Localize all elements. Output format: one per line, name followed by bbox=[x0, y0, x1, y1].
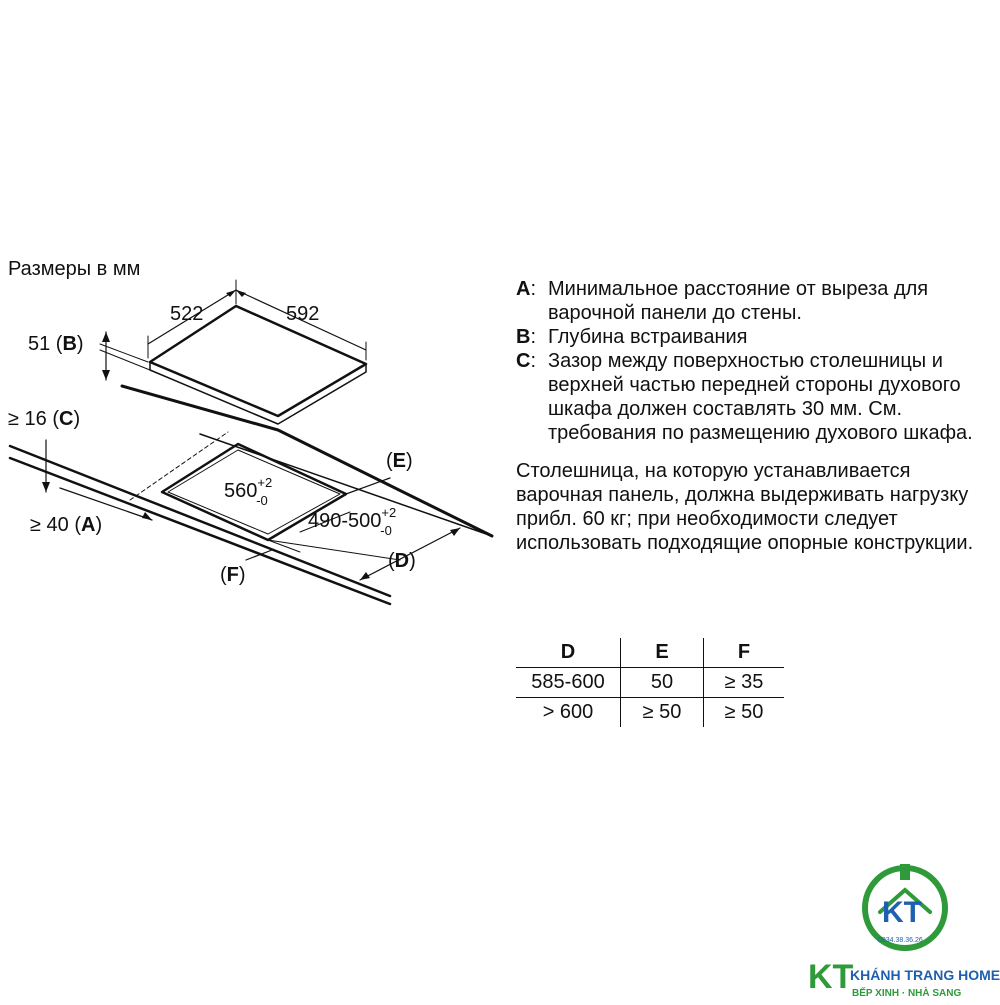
table-cell: 50 bbox=[621, 668, 704, 698]
installation-diagram bbox=[0, 0, 500, 750]
table-cell: ≥ 50 bbox=[621, 698, 704, 728]
table-header: D bbox=[516, 638, 621, 668]
notes-block bbox=[516, 277, 994, 555]
clearance-table bbox=[516, 638, 784, 727]
brand-logo bbox=[800, 860, 1000, 1000]
table-header: E bbox=[621, 638, 704, 668]
note-A: A: Минимальное расстояние от выреза для варочной панели до стены. bbox=[516, 278, 929, 324]
table-row bbox=[516, 698, 784, 728]
dimensions-caption: Размеры в мм bbox=[8, 258, 141, 280]
load-paragraph: Столешница, на которую устанавливается варочная панель, должна выдерживать нагрузку прибл. 60 кг; при необходимости следует использовать подходящие опорные конструкции. bbox=[516, 460, 974, 554]
hob-depth-label: 592 bbox=[286, 303, 320, 325]
label-D: (D) bbox=[388, 550, 416, 572]
label-A: ≥ 40 (A) bbox=[30, 514, 103, 536]
logo-monogram: KT bbox=[808, 958, 854, 996]
hob-width-label: 522 bbox=[170, 303, 204, 325]
label-F: (F) bbox=[220, 564, 246, 586]
svg-text:KT: KT bbox=[882, 896, 922, 929]
label-B: 51 (B) bbox=[28, 333, 84, 355]
label-E: (E) bbox=[386, 450, 413, 472]
cutout-width-label: $560^{+2}_{-0}$ bbox=[224, 475, 273, 508]
logo-icon bbox=[800, 860, 1000, 1000]
table-cell: ≥ 35 bbox=[704, 668, 785, 698]
table-header: F bbox=[704, 638, 785, 668]
label-C: ≥ 16 (C) bbox=[8, 408, 81, 430]
table-header-row bbox=[516, 638, 784, 668]
diagram-drawing bbox=[0, 0, 500, 750]
table-cell: > 600 bbox=[516, 698, 621, 728]
note-B: B: Глубина встраивания bbox=[516, 326, 748, 348]
cutout-depth-label: $490-500^{+2}_{-0}$ bbox=[308, 505, 397, 538]
table-cell: ≥ 50 bbox=[724, 701, 764, 723]
table-row bbox=[516, 668, 784, 698]
logo-tagline: BẾP XINH · NHÀ SANG bbox=[852, 988, 962, 999]
logo-brand: KHÁNH TRANG HOME bbox=[850, 967, 1000, 983]
table-cell: 585-600 bbox=[516, 668, 621, 698]
logo-phone: 0934.38.36.26 bbox=[878, 937, 923, 944]
note-C: C: Зазор между поверхностью столешницы и верхней частью передней стороны духового шкафа должен составлять 30 мм. См. требования по размещению духового шкафа. bbox=[516, 350, 973, 444]
